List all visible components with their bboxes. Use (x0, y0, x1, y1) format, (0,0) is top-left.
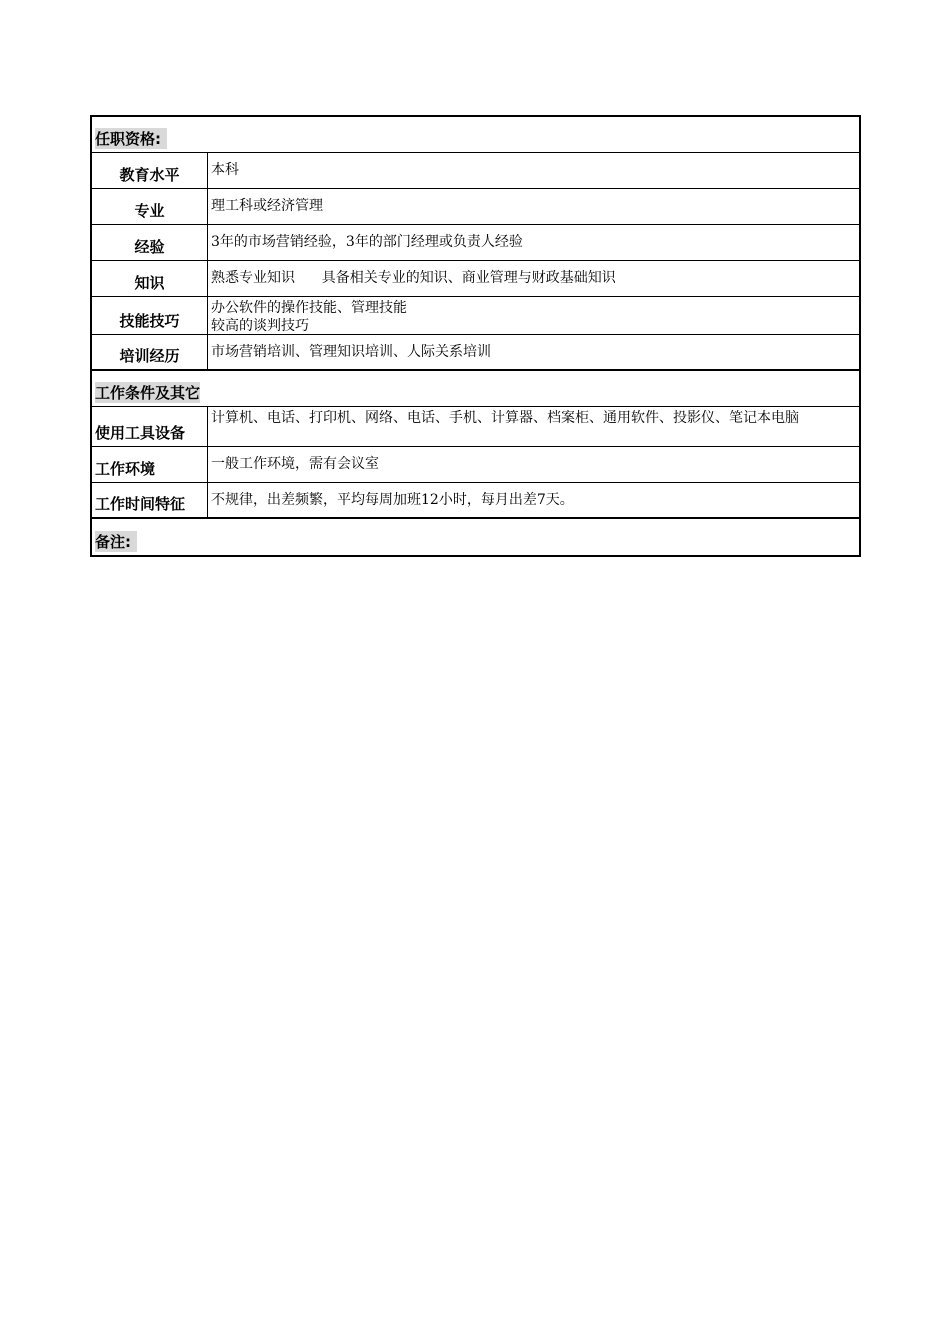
row-label: 知识 (92, 261, 208, 296)
table-row-tools (92, 407, 859, 447)
section-title: 工作条件及其它 (95, 384, 201, 402)
row-label: 使用工具设备 (92, 407, 208, 446)
table-row-experience (92, 225, 859, 261)
row-value: 3年的市场营销经验，3年的部门经理或负责人经验 (211, 234, 523, 250)
section-remarks-header (92, 519, 859, 555)
row-label: 培训经历 (92, 335, 208, 369)
section-qualifications-header (92, 117, 859, 153)
row-value: 市场营销培训、管理知识培训、人际关系培训 (211, 343, 491, 360)
row-label: 教育水平 (92, 153, 208, 188)
table-row-work-time (92, 483, 859, 519)
row-label: 专业 (92, 189, 208, 224)
row-value: 计算机、电话、打印机、网络、电话、手机、计算器、档案柜、通用软件、投影仪、笔记本电脑 (211, 410, 799, 426)
row-value: 理工科或经济管理 (211, 198, 323, 214)
row-label: 经验 (92, 225, 208, 260)
row-value: 办公软件的操作技能、管理技能 较高的谈判技巧 (211, 300, 407, 334)
section-title: 备注: (95, 531, 137, 552)
table-row-training (92, 335, 859, 371)
table-row-education (92, 153, 859, 189)
row-value: 一般工作环境，需有会议室 (211, 456, 379, 472)
section-conditions-header (92, 371, 859, 407)
row-value: 熟悉专业知识 具备相关专业的知识、商业管理与财政基础知识 (211, 270, 616, 286)
table-row-skills (92, 297, 859, 335)
row-label: 工作时间特征 (92, 483, 208, 517)
job-qualification-table (90, 115, 861, 557)
table-row-environment (92, 447, 859, 483)
row-value: 本科 (211, 162, 239, 178)
table-row-knowledge (92, 261, 859, 297)
table-row-major (92, 189, 859, 225)
row-label: 工作环境 (92, 447, 208, 482)
row-value: 不规律，出差频繁，平均每周加班12小时，每月出差7天。 (211, 491, 574, 508)
section-title: 任职资格: (95, 128, 167, 149)
row-label: 技能技巧 (92, 297, 208, 334)
